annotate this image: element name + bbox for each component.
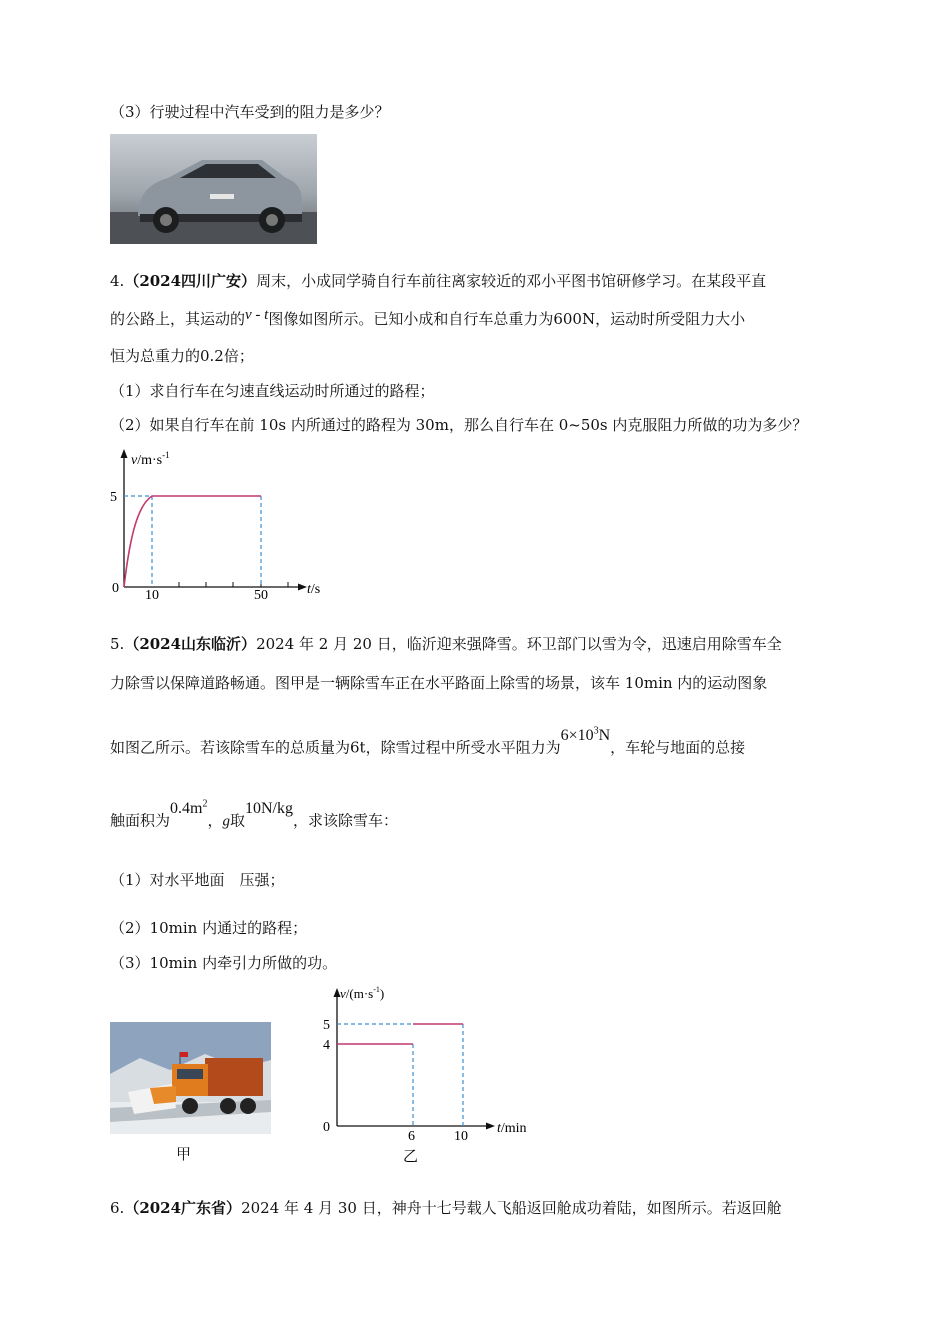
x-axis-arrow xyxy=(298,584,307,591)
q6-source: （2024广东省） xyxy=(124,1199,242,1217)
q4-line1: 4.（2024四川广安）周末，小成同学骑自行车前往离家较近的邓小平图书馆研修学习。在某段平直 xyxy=(110,272,767,290)
q4-line3: 恒为总重力的0.2倍； xyxy=(110,347,254,365)
caption-jia: 甲 xyxy=(176,1145,192,1163)
origin-label: 0 xyxy=(323,1120,330,1135)
y-axis-label: $v/m\cdot s^{-1}$ xyxy=(131,450,170,468)
snowplow-photo xyxy=(110,1022,271,1134)
q6-number: 6. xyxy=(110,1199,125,1217)
q4-part1: （1）求自行车在匀速直线运动时所通过的路程； xyxy=(110,382,435,400)
q4-line2: 的公路上，其运动的v - t图像如图所示。已知小成和自行车总重力为600N，运动时所受阻力大小 xyxy=(110,307,746,328)
car-photo xyxy=(110,134,317,244)
xtick-10: 10 xyxy=(454,1129,468,1144)
q6-line1: 6.（2024广东省）2024 年 4 月 30 日，神舟十七号载人飞船返回舱成功着陆，如图所示。若返回舱 xyxy=(110,1199,782,1217)
q3-part3: （3）行驶过程中汽车受到的阻力是多少？ xyxy=(110,103,390,121)
q5-part2: （2）10min 内通过的路程； xyxy=(110,919,308,937)
resistance-formula: $6\times 10^3N$ xyxy=(560,726,611,745)
ytick-5: 5 xyxy=(110,490,117,505)
g-value: 10N/kg xyxy=(245,800,293,818)
q5-line1: 5.（2024山东临沂）2024 年 2 月 20 日，临沂迎来强降雪。环卫部门以雪为令，迅速启用除雪车全 xyxy=(110,635,782,653)
contact-area-formula: $0.4m^2$ xyxy=(170,799,208,818)
q5-line3: 如图乙所示。若该除雪车的总质量为6t，除雪过程中所受水平阻力为$6\times 10^3N$，车轮与地面的总接 xyxy=(110,726,746,757)
y-axis-label: $v/(m\cdot s^{-1})$ xyxy=(340,985,385,1001)
x-minor-ticks xyxy=(179,582,288,587)
q4-part2: （2）如果自行车在前 10s 内所通过的路程为 30m，那么自行车在 0~50s 内克服阻力所做的功为多少？ xyxy=(110,416,808,434)
x-axis-arrow xyxy=(486,1123,495,1130)
q4-source: （2024四川广安） xyxy=(124,272,257,290)
xtick-10: 10 xyxy=(145,588,159,603)
xtick-6: 6 xyxy=(408,1129,415,1144)
caption-yi: 乙 xyxy=(403,1149,419,1165)
x-axis-label: t/s xyxy=(307,582,321,597)
vt-symbol: v - t xyxy=(245,307,269,323)
xtick-50: 50 xyxy=(254,588,268,603)
x-axis-label: t/min xyxy=(497,1121,527,1136)
ytick-4: 4 xyxy=(323,1038,330,1053)
g-symbol: g xyxy=(222,813,230,830)
q5-source: （2024山东临沂） xyxy=(124,635,257,653)
velocity-curve xyxy=(124,496,261,587)
q4-number: 4. xyxy=(110,272,125,290)
q5-number: 5. xyxy=(110,635,125,653)
q5-line2: 力除雪以保障道路畅通。图甲是一辆除雪车正在水平路面上除雪的场景，该车 10min 内的运动图象 xyxy=(110,674,768,692)
q5-part1: （1）对水平地面 压强； xyxy=(110,871,285,889)
y-axis-arrow xyxy=(121,449,128,458)
ytick-5: 5 xyxy=(323,1018,330,1033)
vt-chart-2 xyxy=(315,980,545,1170)
origin-label: 0 xyxy=(112,581,119,596)
vt-chart-1 xyxy=(100,445,340,610)
q5-part3: （3）10min 内牵引力所做的功。 xyxy=(110,954,338,972)
q5-line4: 触面积为$0.4m^2$，g取10N/kg，求该除雪车： xyxy=(110,799,399,830)
